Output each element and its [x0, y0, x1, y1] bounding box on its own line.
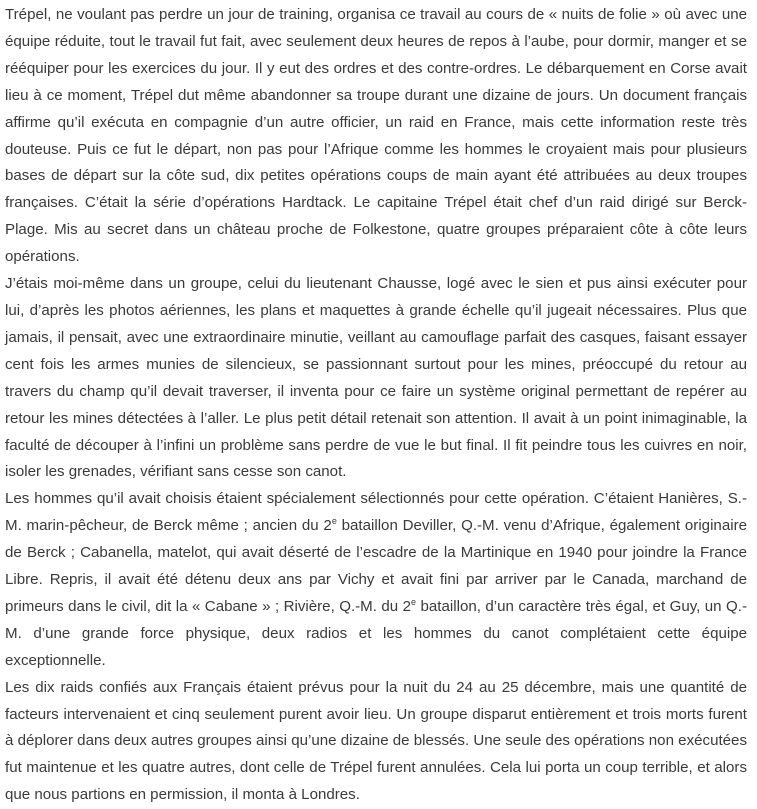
paragraph-chausse-group: J’étais moi-même dans un groupe, celui du lieutenant Chausse, logé avec le sien et pus ainsi exécuter pour lui, d’après les photos aériennes, les plans et maquettes à grande échelle qu’il jugeait nécessaires. Plus que jamais, il pensait, avec une extraordinaire minutie, veillant au camouflage parfait des casques, faisant essayer cent fois les armes munies de silencieux, se passionnant surtout pour les mines, préoccupé du retour au travers du champ qu’il devait traverser, il inventa pour ce faire un système original permettant de repérer au retour les mines détectées à l’aller. Le plus petit détail retenait son attention. Il avait à un point inimaginable, la faculté de découper à l’infini un problème sans perdre de vue le but final. Il fit peindre tous les cuivres en noir, isoler les grenades, vérifiant sans cesse son canot.: [5, 275, 747, 481]
paragraph-training: Trépel, ne voulant pas perdre un jour de training, organisa ce travail au cours de « nuits de folie » où avec une équipe réduite, tout le travail fut fait, avec seulement deux heures de repos à l’aube, pour dormir, manger et se rééquiper pour les exercices du jour. Il y eut des ordres et des contre-ordres. Le débarquement en Corse avait lieu à ce moment, Trépel dut même abandonner sa troupe durant une dizaine de jours. Un document français affirme qu’il exécuta en compagnie d’un autre officier, un raid en France, mais cette information reste très douteuse. Puis ce fut le départ, non pas pour l’Afrique comme les hommes le croyaient mais pour plusieurs bases de départ sur la côte sud, dix petites opérations coups de main ayant été attribuées au deux troupes françaises. C’était la série d’opérations Hardtack. Le capitaine Trépel était chef d’un raid dirigé sur Berck-Plage. Mis au secret dans un château proche de Folkestone, quatre groupes préparaient côte à côte leurs opérations.: [5, 6, 747, 266]
paragraph-team-members: [5, 486, 747, 674]
team-text-part-3: bataillon, d’un caractère très égal, et Guy, un Q.-M. d’une grande force physique, deux radios et les hommes du canot complétaient cette équipe exceptionnelle.: [5, 597, 747, 669]
ordinal-suffix: e: [331, 516, 337, 527]
paragraph-raids: Les dix raids confiés aux Français étaient prévus pour la nuit du 24 au 25 décembre, mais une quantité de facteurs intervenaient et cinq seulement purent avoir lieu. Un groupe disparut entièrement et trois morts furent à déplorer dans deux autres groupes ainsi qu’une dizaine de blessés. Une seule des opérations non exécutées fut maintenue et les quatre autres, dont celle de Trépel furent annulées. Cela lui porta un coup terrible, et alors que nous partions en permission, il monta à Londres.: [5, 678, 747, 804]
team-text-part-2: bataillon Deviller, Q.-M. venu d’Afrique, également originaire de Berck ; Cabanella, matelot, qui avait déserté de l’escadre de la Martinique en 1940 pour joindre la France Libre. Repris, il avait été détenu deux ans par Vichy et avait fini par arriver par le Canada, marchand de primeurs dans le civil, dit la « Cabane » ; Rivière, Q.-M. du 2: [5, 517, 747, 615]
article-body: [5, 2, 747, 809]
team-text-part-1: Les hommes qu’il avait choisis étaient spécialement sélectionnés pour cette opération. C’étaient Hanières, S.-M. marin-pêcheur, de Berck même ; ancien du 2: [5, 490, 747, 535]
ordinal-suffix: e: [411, 596, 417, 607]
